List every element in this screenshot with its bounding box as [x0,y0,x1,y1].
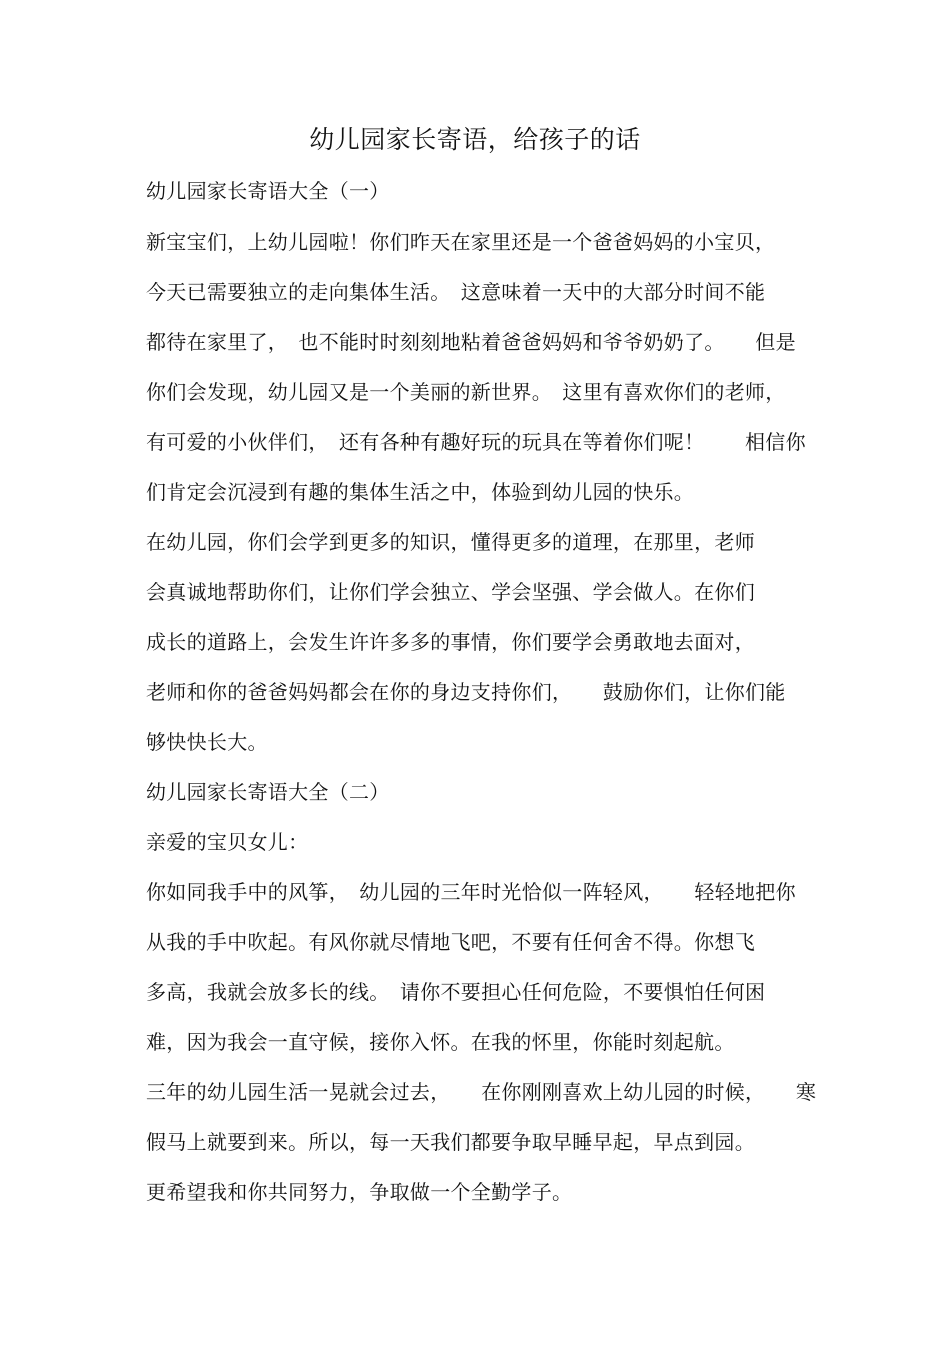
paragraph-line: 更希望我和你共同努力，争取做一个全勤学子。 [146,1180,573,1204]
paragraph-line: 难，因为我会一直守候，接你入怀。在我的怀里，你能时刻起航。 [146,1030,735,1054]
paragraph-line: 多高，我就会放多长的线。 请你不要担心任何危险，不要惧怕任何困 [146,980,766,1004]
section-heading-2: 幼儿园家长寄语大全（二） [146,780,390,804]
paragraph-line: 们肯定会沉浸到有趣的集体生活之中，体验到幼儿园的快乐。 [146,480,695,504]
paragraph-line: 成长的道路上，会发生许许多多的事情，你们要学会勇敢地去面对， [146,630,755,654]
paragraph-line: 都待在家里了， 也不能时时刻刻地粘着爸爸妈妈和爷爷奶奶了。 但是 [146,330,796,354]
paragraph-line: 你如同我手中的风筝， 幼儿园的三年时光恰似一阵轻风， 轻轻地把你 [146,880,796,904]
paragraph-line: 有可爱的小伙伴们， 还有各种有趣好玩的玩具在等着你们呢！ 相信你 [146,430,806,454]
salutation-line: 亲爱的宝贝女儿： [146,830,309,854]
paragraph-line: 从我的手中吹起。有风你就尽情地飞吧，不要有任何舍不得。你想飞 [146,930,755,954]
paragraph-line: 三年的幼儿园生活一晃就会过去， 在你刚刚喜欢上幼儿园的时候， 寒 [146,1080,817,1104]
paragraph-line: 今天已需要独立的走向集体生活。 这意味着一天中的大部分时间不能 [146,280,766,304]
paragraph-line: 在幼儿园，你们会学到更多的知识，懂得更多的道理，在那里，老师 [146,530,755,554]
section-heading-1: 幼儿园家长寄语大全（一） [146,179,390,203]
paragraph-line: 你们会发现，幼儿园又是一个美丽的新世界。 这里有喜欢你们的老师， [146,380,786,404]
paragraph-line: 老师和你的爸爸妈妈都会在你的身边支持你们， 鼓励你们，让你们能 [146,680,786,704]
paragraph-line: 够快快长大。 [146,730,268,754]
paragraph-line: 会真诚地帮助你们，让你们学会独立、学会坚强、学会做人。在你们 [146,580,755,604]
paragraph-line: 新宝宝们，上幼儿园啦！你们昨天在家里还是一个爸爸妈妈的小宝贝， [146,230,776,254]
paragraph-line: 假马上就要到来。所以，每一天我们都要争取早睡早起，早点到园。 [146,1130,755,1154]
document-title: 幼儿园家长寄语，给孩子的话 [309,125,641,154]
